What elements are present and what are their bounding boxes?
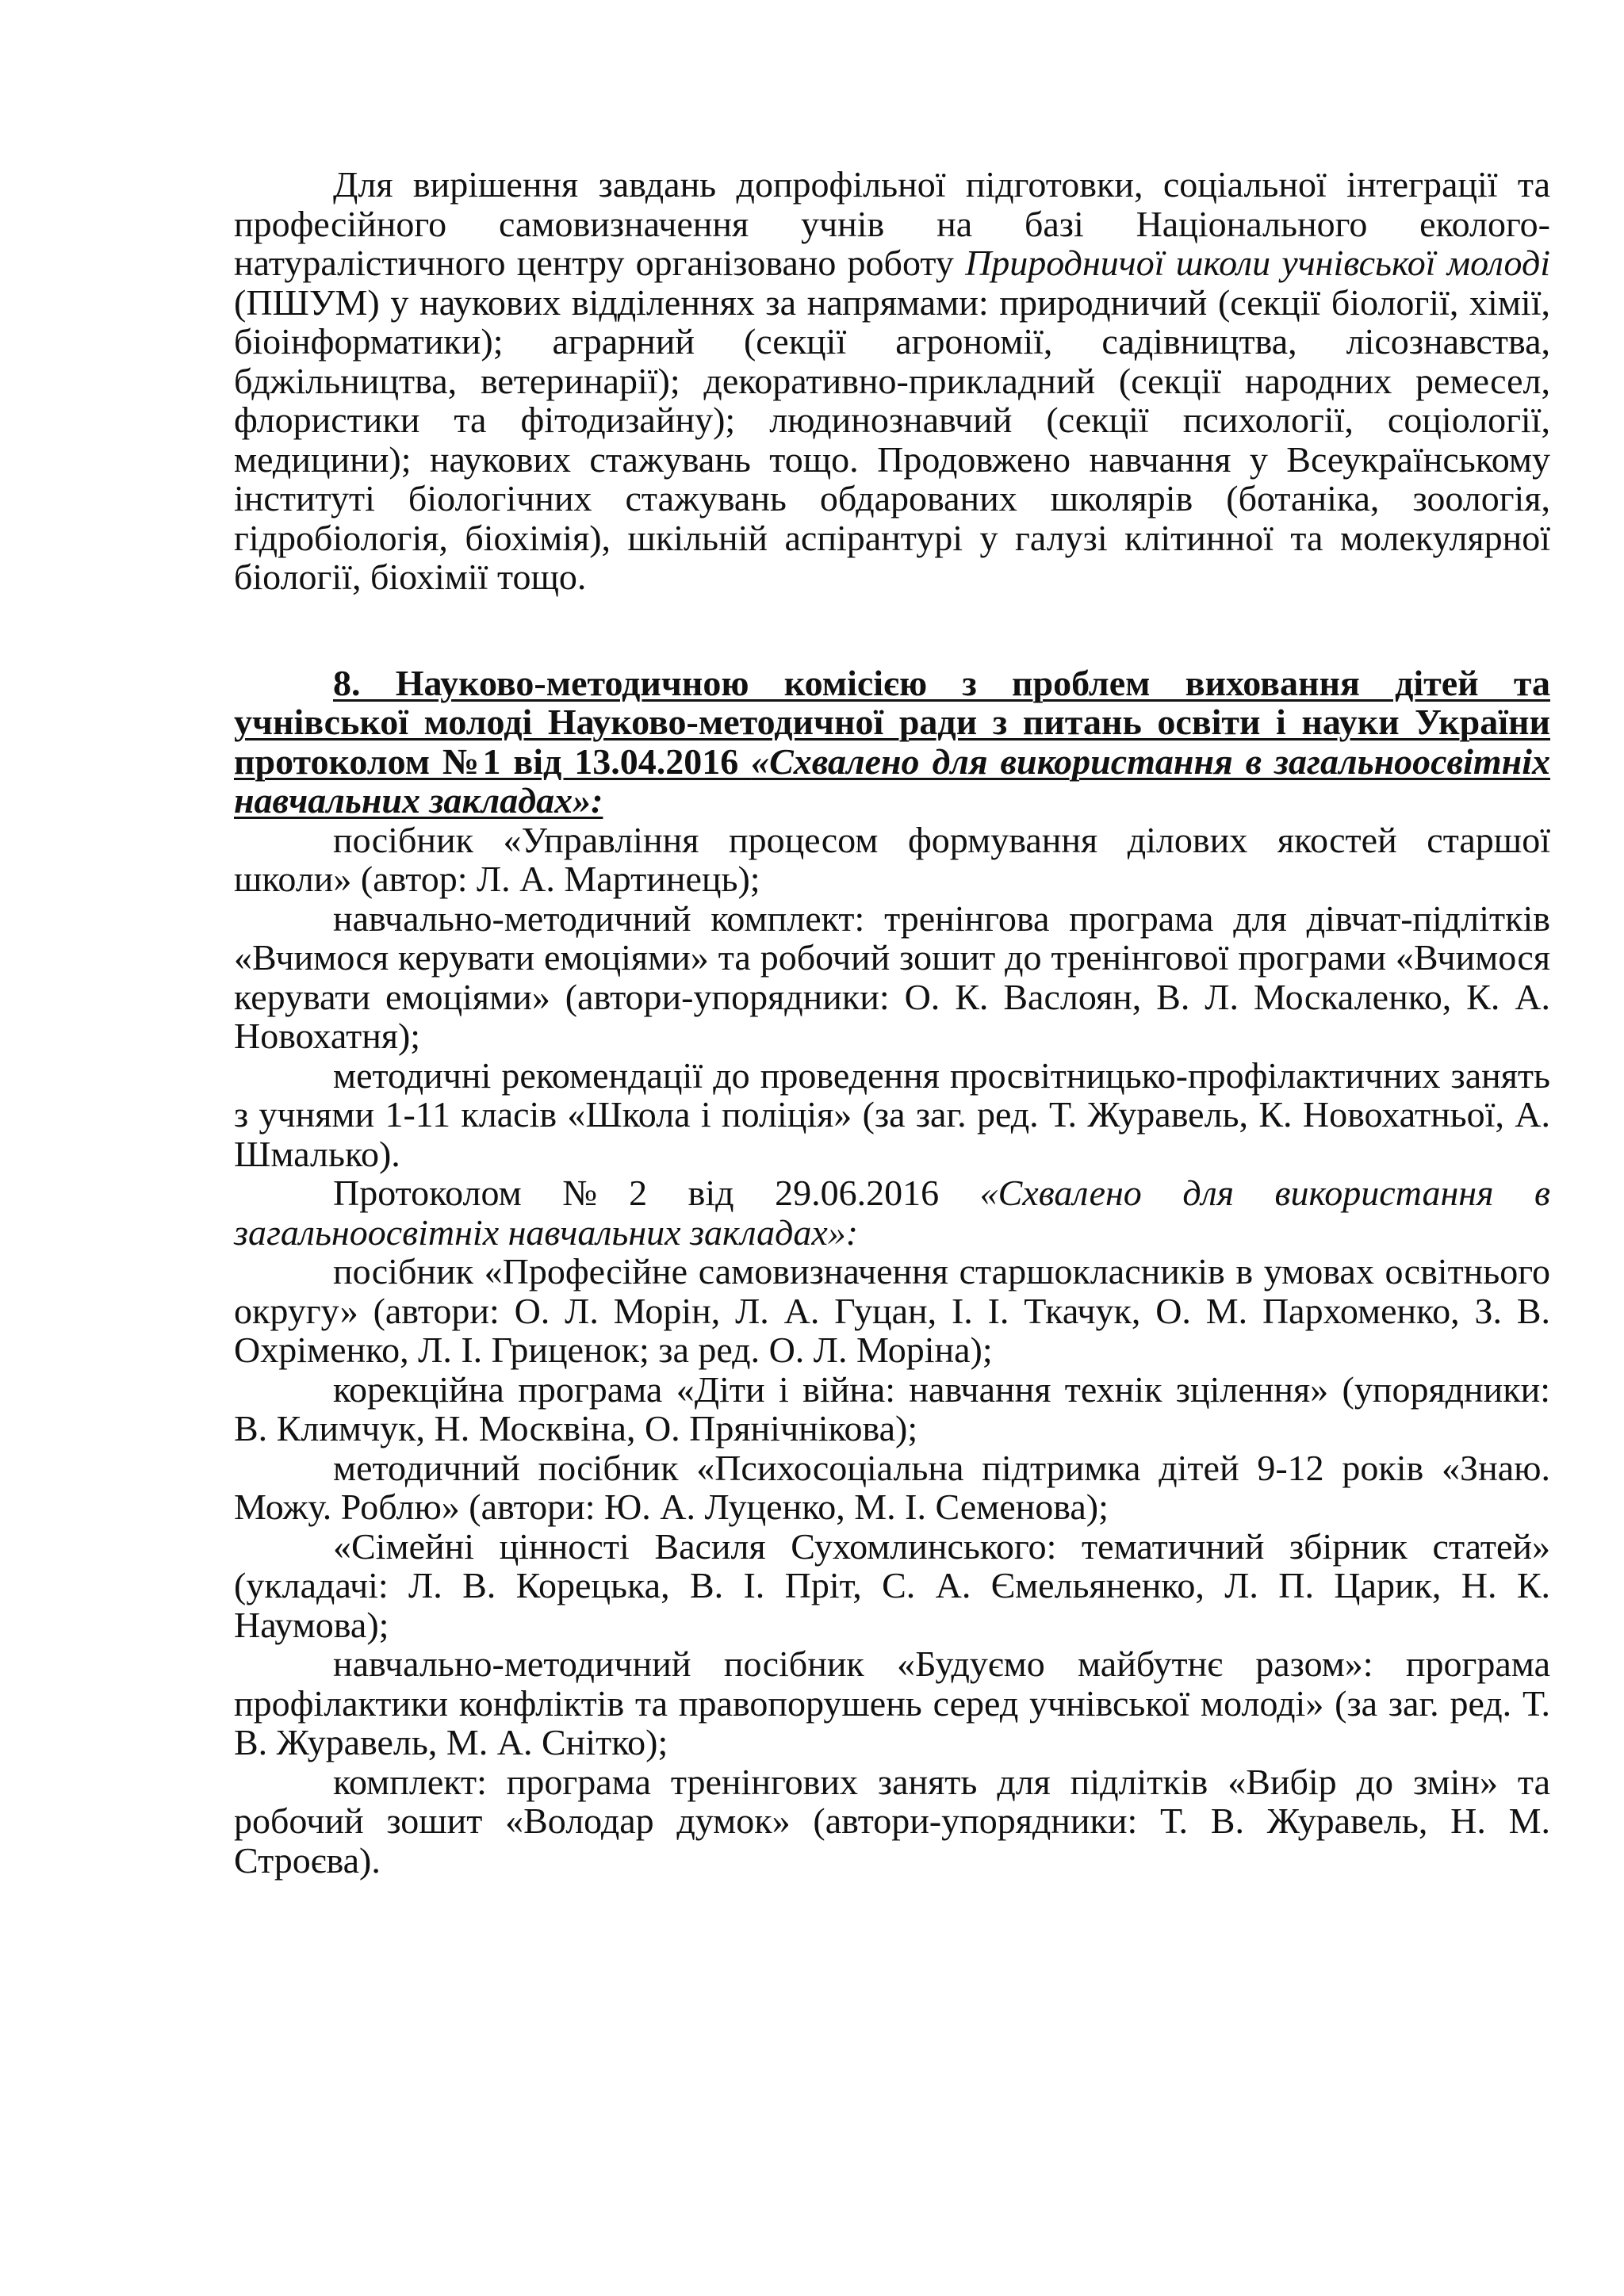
intro-text-before: Для вирішення завдань допрофільної підготовки, соціальної інтеграції та професійного самовизначення учнів на базі Національного еколого-натуралістичного центру організовано роботу <box>234 164 1550 283</box>
list-item-protocol1-2: навчально-методичний комплект: тренінгова програма для дівчат-підлітків «Вчимося керувати емоціями» та робочий зошит до тренінгової програми «Вчимося керувати емоціями» (автори-упорядники: О. К. Васлоян, В. Л. Москаленко, К. А. Новохатня); <box>234 897 1550 1056</box>
section-8-heading <box>234 664 1550 821</box>
list-item-protocol2-6: комплект: програма тренінгових занять для підлітків «Вибір до змін» та робочий зошит «Володар думок» (автори-упорядники: Т. В. Журавель, Н. М. Строєва). <box>234 1761 1550 1881</box>
list-item-protocol2-3: методичний посібник «Психосоціальна підтримка дітей 9-12 років «Знаю. Можу. Роблю» (автори: Ю. А. Луценко, М. І. Семенова); <box>234 1447 1550 1527</box>
section-8-heading-bold: 8. Науково-методичною комісією з проблем виховання дітей та учнівської молоді Науково-методичної ради з питань освіти і науки України протоколом №1 від 13.04.2016 <box>234 662 1550 782</box>
intro-paragraph <box>234 165 1550 597</box>
list-item-protocol1-1: посібник «Управління процесом формування ділових якостей старшої школи» (автор: Л. А. Мартинець); <box>234 819 1550 899</box>
protocol-2-plain: Протоколом №2 від 29.06.2016 <box>333 1173 980 1213</box>
list-item-protocol2-5: навчально-методичний посібник «Будуємо майбутнє разом»: програма профілактики конфліктів та правопорушень серед учнівської молоді» (за заг. ред. Т. В. Журавель, М. А. Снітко); <box>234 1644 1550 1762</box>
intro-text-after: (ПШУМ) у наукових відділеннях за напрямами: природничий (секції біології, хімії, біоінформатики); аграрний (секції агрономії, садівництва, лісознавства, бджільництва, ветеринарії); декоративно-прикладний (секції народних ремесел, флористики та фітодизайну); людинознавчий (секції психології, соціології, медицини); наукових стажувань тощо. Продовжено навчання у Всеукраїнському інституті біологічних стажувань обдарованих школярів (ботаніка, зоологія, гідробіологія, біохімія), шкільній аспірантурі у галузі клітинної та молекулярної біології, біохімії тощо. <box>234 281 1550 597</box>
school-name: Природничої школи учнівської молоді <box>965 243 1550 283</box>
section-8-heading-italic: «Схвалено для використання в загальноосвітніх навчальних закладах»: <box>234 740 1550 821</box>
list-item-protocol2-4: «Сімейні цінності Василя Сухомлинського: тематичний збірник статей» (укладачі: Л. В. Корецька, В. І. Пріт, С. А. Ємельяненко, Л. П. Царик, Н. К. Наумова); <box>234 1525 1550 1645</box>
protocol-2-italic: «Схвалено для використання в загальноосвітніх навчальних закладах»: <box>234 1173 1550 1253</box>
protocol-2-line <box>234 1173 1550 1252</box>
list-item-protocol1-3: методичні рекомендації до проведення просвітницько-профілактичних занять з учнями 1-11 класів «Школа і поліція» (за заг. ред. Т. Журавель, К. Новохатньої, А. Шмалько). <box>234 1054 1550 1174</box>
list-item-protocol2-2: корекційна програма «Діти і війна: навчання технік зцілення» (упорядники: В. Климчук, Н. Москвіна, О. Прянічнікова); <box>234 1368 1550 1448</box>
list-item-protocol2-1: посібник «Професійне самовизначення старшокласників в умовах освітнього округу» (автори: О. Л. Морін, Л. А. Гуцан, І. І. Ткачук, О. М. Пархоменко, З. В. Охріменко, Л. І. Гриценок; за ред. О. Л. Моріна); <box>234 1251 1550 1370</box>
section-spacer <box>234 597 1550 664</box>
document-page <box>234 165 1550 1880</box>
